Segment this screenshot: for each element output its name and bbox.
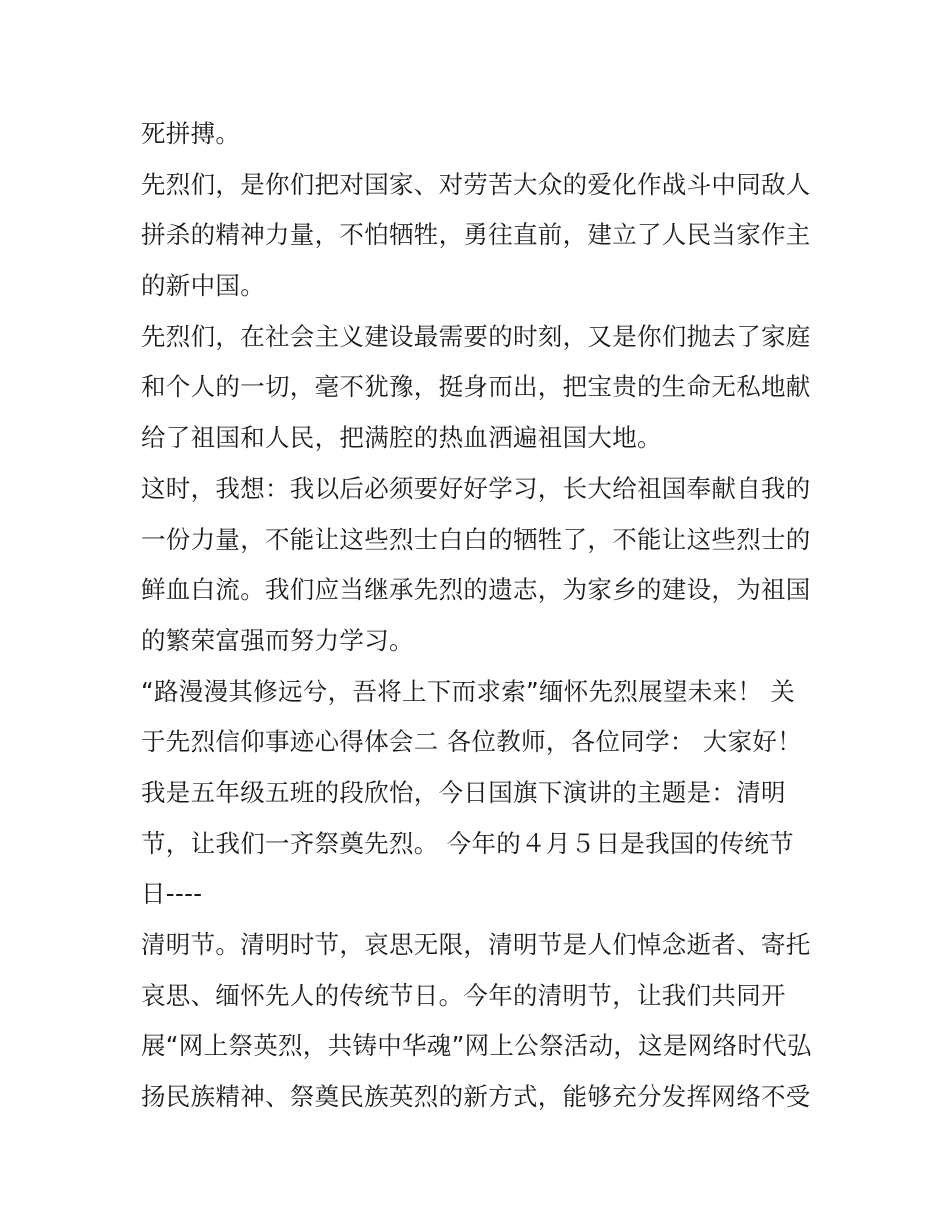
text-line: 死拼搏。 bbox=[141, 119, 241, 148]
text-line: 鲜血白流。我们应当继承先烈的遗志，为家乡的建设，为祖国 bbox=[141, 575, 811, 605]
text-line: 我是五年级五班的段欣怡，今日国旗下演讲的主题是：清明 bbox=[141, 777, 786, 807]
body-text bbox=[141, 109, 821, 1123]
text-line: 日---- bbox=[141, 879, 203, 909]
text-line: 先烈们，是你们把对国家、对劳苦大众的爱化作战斗中同敌人 bbox=[141, 169, 811, 199]
text-line: 展“网上祭英烈，共铸中华魂”网上公祭活动，这是网络时代弘 bbox=[141, 1031, 812, 1061]
text-line: 拼杀的精神力量，不怕牺牲，勇往直前，建立了人民当家作主 bbox=[141, 220, 811, 250]
text-line: 清明节。清明时节，哀思无限，清明节是人们悼念逝者、寄托 bbox=[141, 930, 811, 959]
text-line: 节，让我们一齐祭奠先烈。 今年的４月５日是我国的传统节 bbox=[141, 828, 794, 858]
text-line: “路漫漫其修远兮，吾将上下而求索”缅怀先烈展望未来！ 关 bbox=[141, 676, 796, 706]
text-line: 这时，我想：我以后必须要好好学习，长大给祖国奉献自我的 bbox=[141, 473, 811, 503]
text-line: 扬民族精神、祭奠民族英烈的新方式，能够充分发挥网络不受 bbox=[141, 1082, 811, 1112]
text-line: 哀思、缅怀先人的传统节日。今年的清明节，让我们共同开 bbox=[141, 980, 786, 1010]
text-line: 于先烈信仰事迹心得体会二 各位教师，各位同学： 大家好！ bbox=[141, 727, 802, 757]
text-line: 和个人的一切，毫不犹豫，挺身而出，把宝贵的生命无私地献 bbox=[141, 372, 811, 402]
text-line: 的新中国。 bbox=[141, 271, 265, 301]
text-line: 的繁荣富强而努力学习。 bbox=[141, 625, 414, 655]
text-line: 一份力量，不能让这些烈士白白的牺牲了，不能让这些烈士的 bbox=[141, 524, 811, 554]
text-line: 给了祖国和人民，把满腔的热血洒遍祖国大地。 bbox=[141, 423, 662, 453]
text-line: 先烈们，在社会主义建设最需要的时刻，又是你们抛去了家庭 bbox=[141, 321, 811, 351]
